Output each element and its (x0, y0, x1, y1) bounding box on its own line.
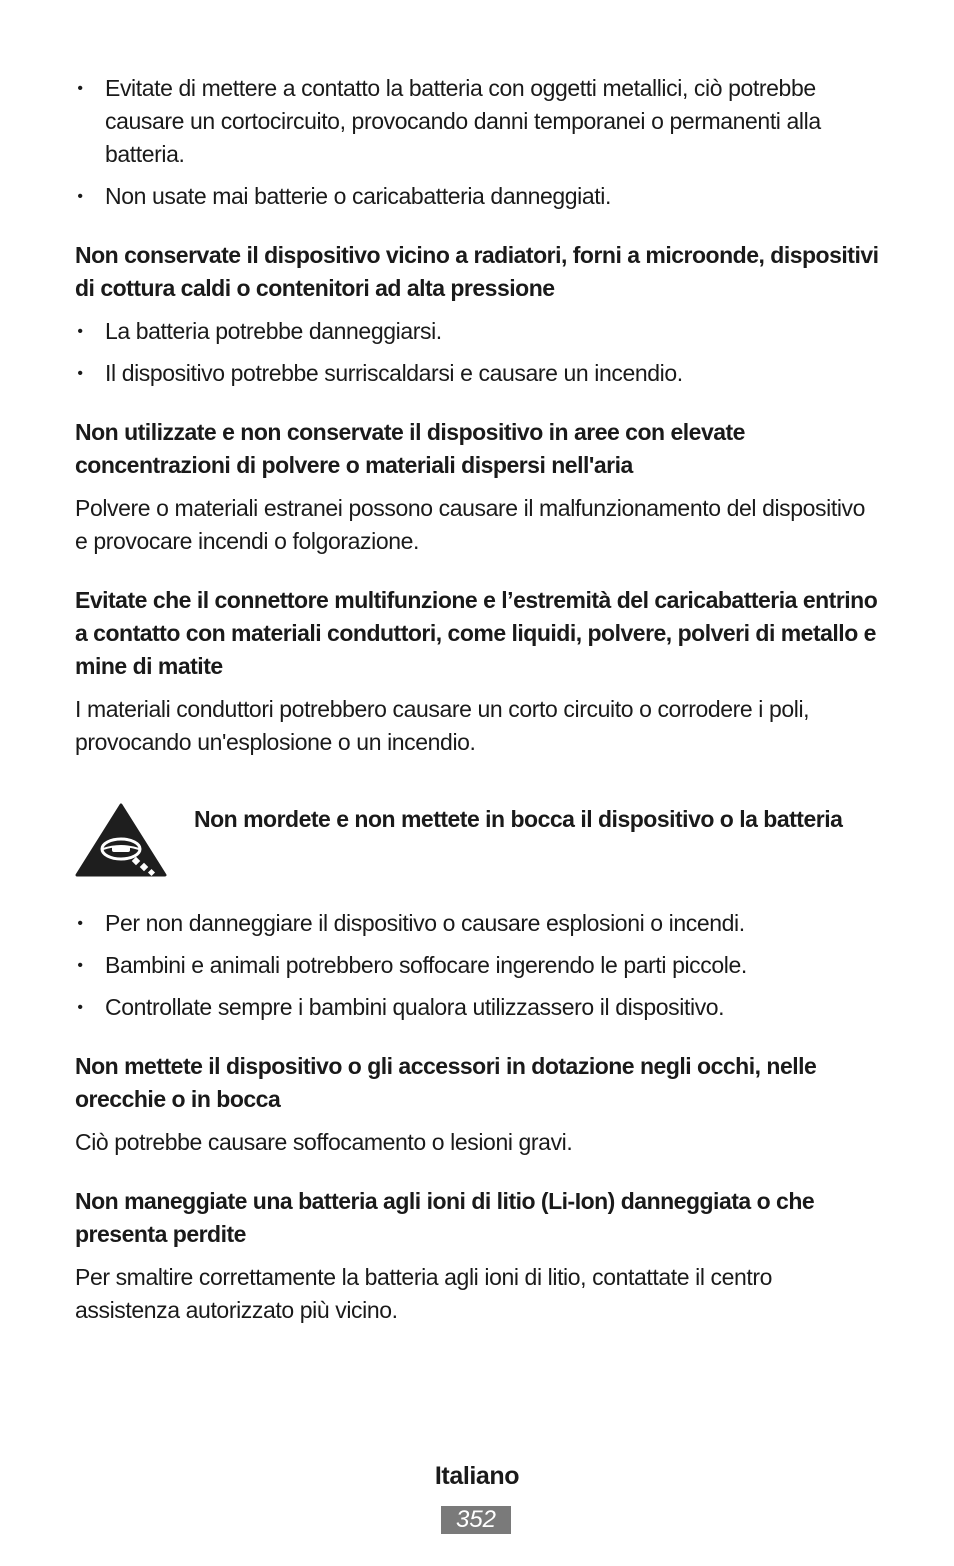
list-item: • Evitate di mettere a contatto la batteria con oggetti metallici, ciò potrebbe causare un cortocircuito, provocando danni temporanei o permanenti alla batteria. (77, 75, 821, 167)
section-body: I materiali conduttori potrebbero causare un corto circuito o corrodere i poli, provocando un'esplosione o un incendio. (75, 696, 810, 755)
section-li-ion (75, 1185, 880, 1327)
section-eyes-ears (75, 1050, 880, 1159)
intro-bullet-list (75, 72, 880, 213)
section-dust (75, 416, 880, 558)
warning-header (75, 801, 880, 877)
section-heading: Non conservate il dispositivo vicino a radiatori, forni a microonde, dispositivi di cottura caldi o contenitori ad alta pressione (75, 242, 879, 301)
section-heading: Non mordete e non mettete in bocca il dispositivo o la batteria (194, 806, 843, 832)
bullet-list (75, 315, 880, 390)
bullet-list (75, 907, 880, 1024)
page-number: 352 (441, 1506, 511, 1534)
section-radiators (75, 239, 880, 390)
section-connector (75, 584, 880, 759)
list-item: • Bambini e animali potrebbero soffocare ingerendo le parti piccole. (77, 952, 747, 978)
list-item: • Il dispositivo potrebbe surriscaldarsi e causare un incendio. (77, 360, 683, 386)
section-heading: Evitate che il connettore multifunzione e l’estremità del caricabatteria entrino a contatto con materiali conduttori, come liquidi, polvere, polveri di metallo e mine di matite (75, 587, 878, 679)
section-body: Polvere o materiali estranei possono causare il malfunzionamento del dispositivo e provocare incendi o folgorazione. (75, 495, 866, 554)
section-body: Per smaltire correttamente la batteria agli ioni di litio, contattate il centro assistenza autorizzato più vicino. (75, 1264, 773, 1323)
section-body: Ciò potrebbe causare soffocamento o lesioni gravi. (75, 1129, 573, 1155)
footer-language: Italiano (434, 1462, 520, 1490)
section-no-biting (75, 801, 880, 1024)
page-content (75, 72, 880, 1327)
section-heading: Non utilizzate e non conservate il dispositivo in aree con elevate concentrazioni di polvere o materiali dispersi nell'aria (75, 419, 745, 478)
list-item: • La batteria potrebbe danneggiarsi. (77, 318, 442, 344)
no-biting-warning-icon (75, 803, 167, 877)
list-item: • Non usate mai batterie o caricabatteria danneggiati. (77, 183, 611, 209)
list-item: • Controllate sempre i bambini qualora utilizzassero il dispositivo. (77, 994, 725, 1020)
section-heading: Non maneggiate una batteria agli ioni di litio (Li-Ion) danneggiata o che presenta perdite (75, 1188, 815, 1247)
section-heading: Non mettete il dispositivo o gli accessori in dotazione negli occhi, nelle orecchie o in bocca (75, 1053, 817, 1112)
list-item: • Per non danneggiare il dispositivo o causare esplosioni o incendi. (77, 910, 745, 936)
